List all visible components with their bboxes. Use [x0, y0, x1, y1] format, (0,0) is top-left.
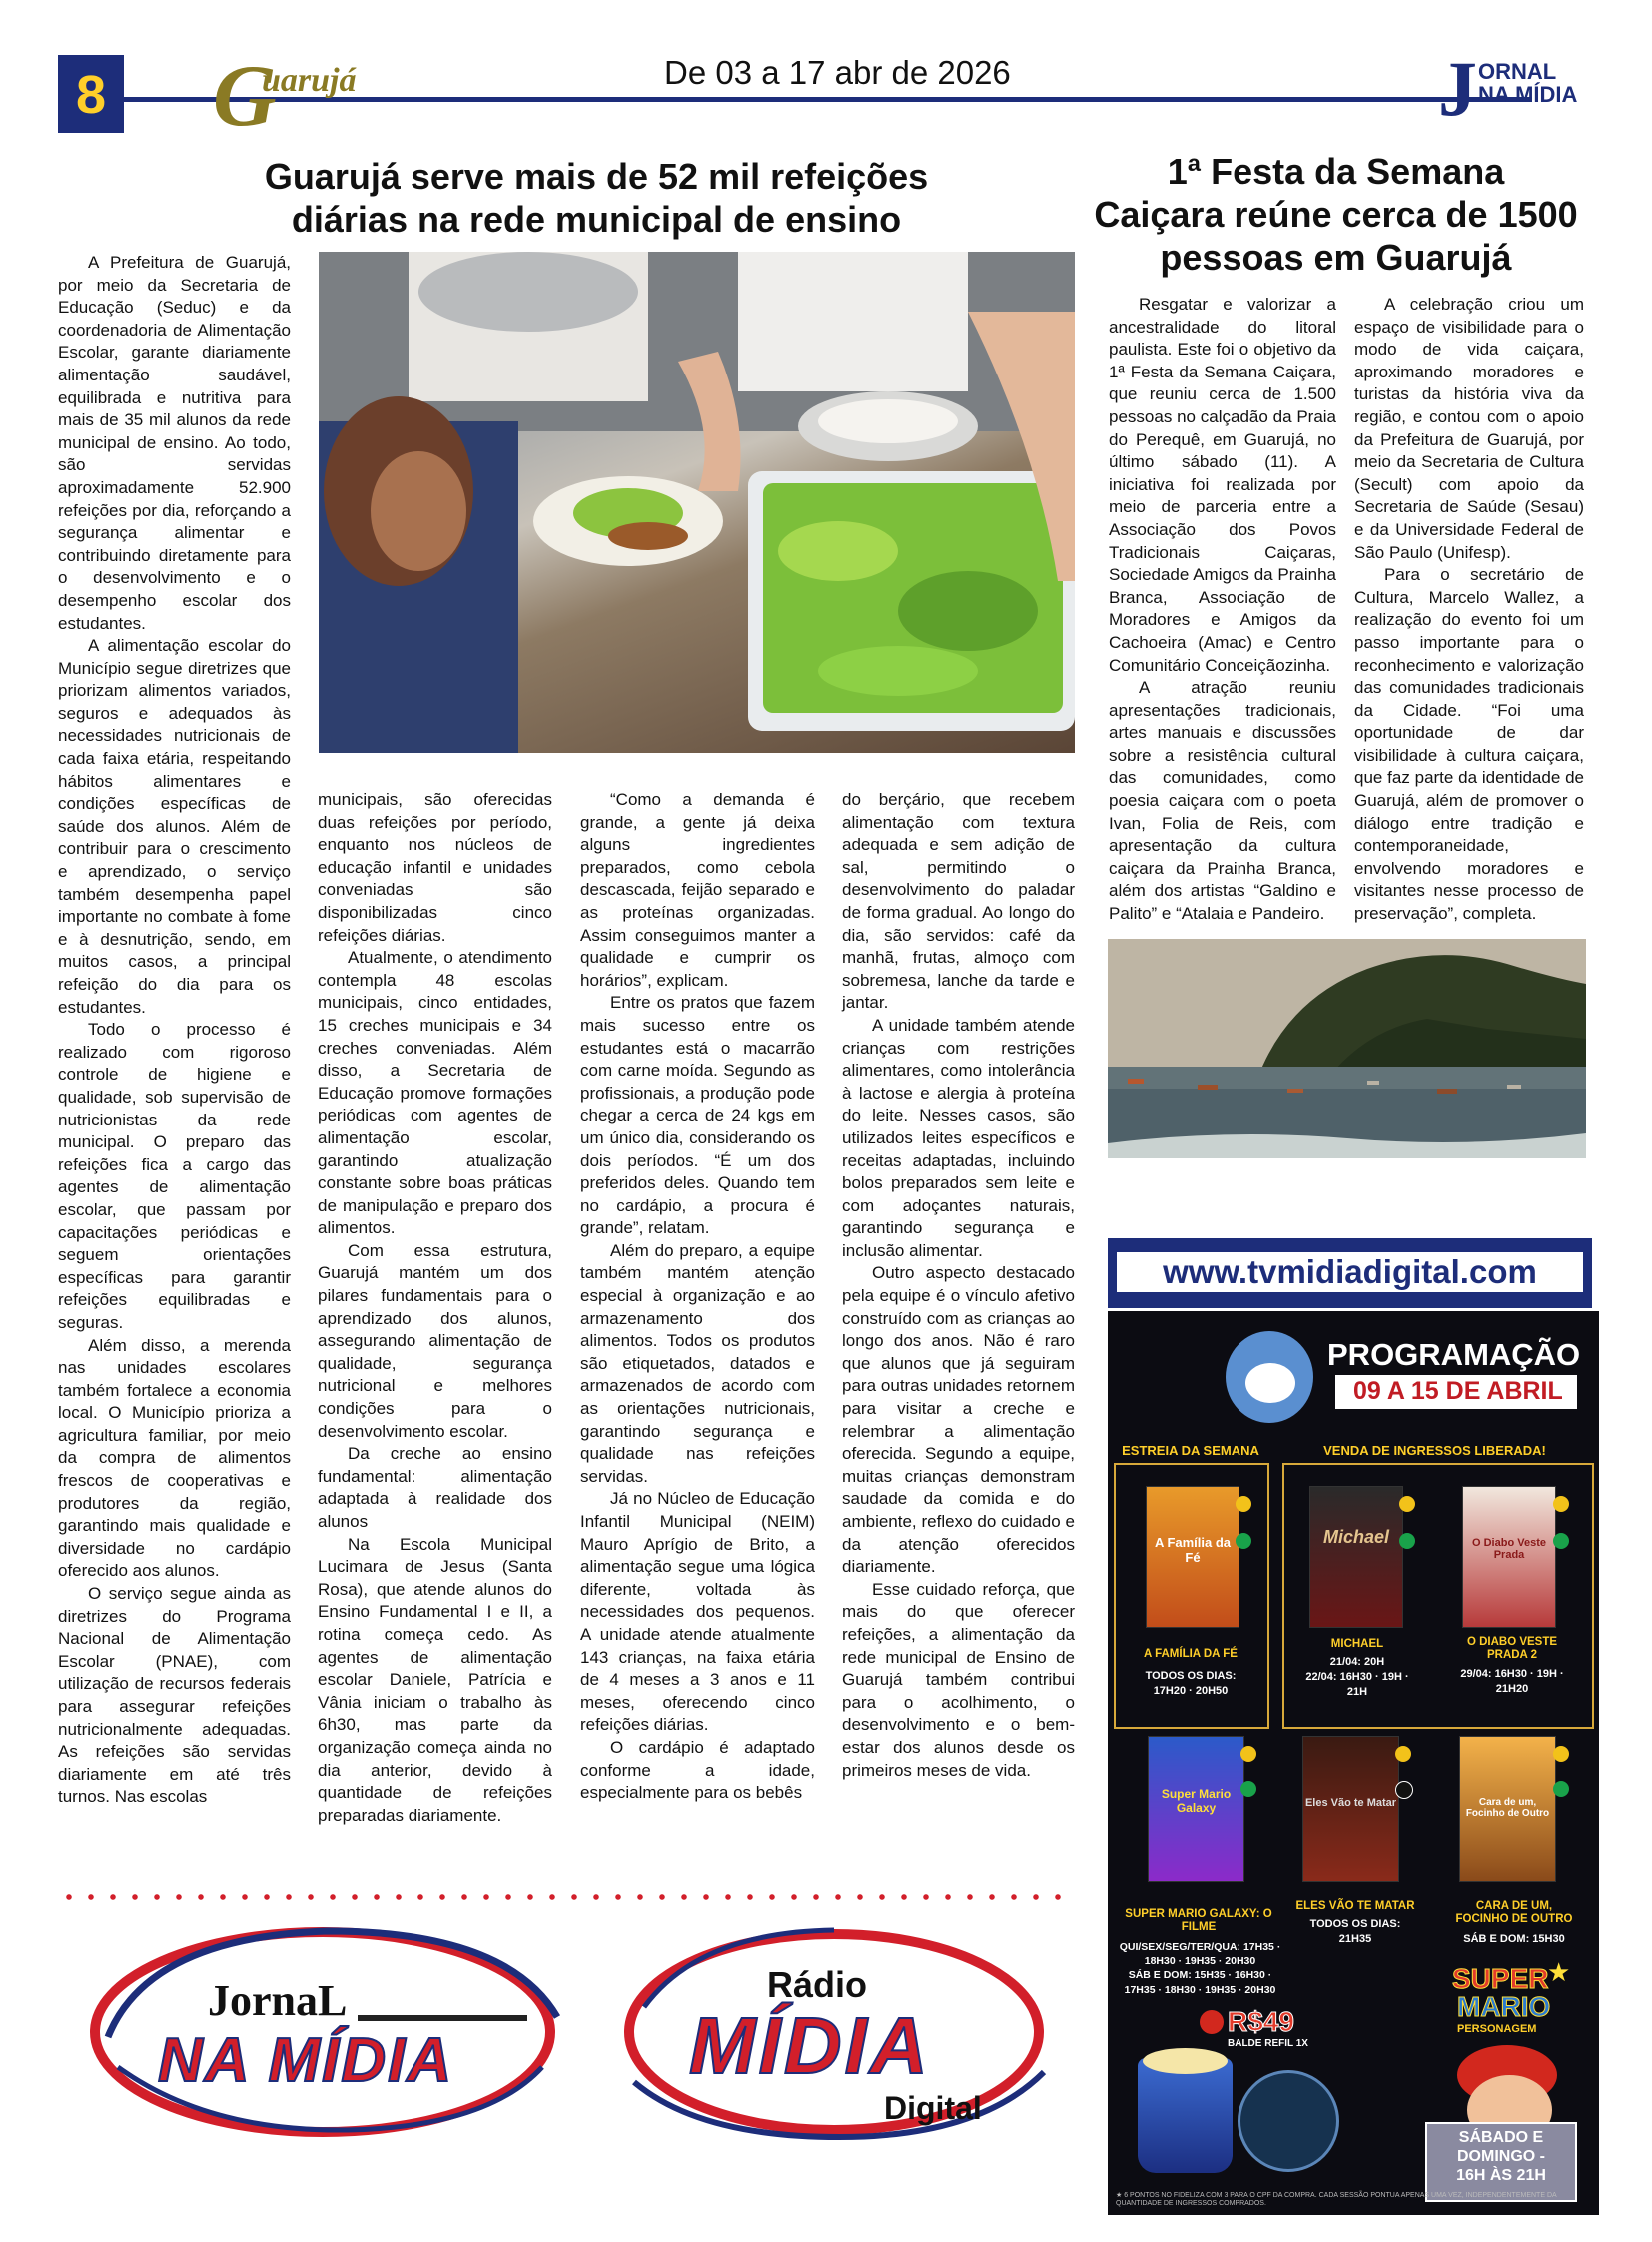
- page-number: 8: [58, 55, 124, 133]
- movie-poster[interactable]: [1302, 1736, 1399, 1882]
- issue-date: De 03 a 17 abr de 2026: [664, 54, 1011, 91]
- article2-headline-line1: 1ª Festa da Semana: [1167, 151, 1505, 192]
- section-initial: G: [213, 48, 277, 145]
- movie-times: 21/04: 20H 22/04: 16H30 · 19H · 21H: [1305, 1656, 1409, 1698]
- article2-column2: [1354, 294, 1584, 926]
- article2-headline-line2: Caiçara reúne cerca de 1500: [1094, 194, 1578, 236]
- article1-headline-line2: diárias na rede municipal de ensino: [291, 199, 902, 241]
- section-name: uarujá: [262, 62, 357, 99]
- paragraph: Todo o processo é realizado com rigoroso controle de higiene e qualidade, sob supervisão de nutricionistas da rede municipal. O preparo das refeições fica a cargo das agentes de alimentação escolar, que passam por capacitações periódicas e seguem orientações específicas para garantir refeições equilibradas e seguras.: [58, 1020, 291, 1332]
- article2-headline: [1084, 150, 1588, 280]
- radio-logo-midia: MÍDIA: [689, 2001, 931, 2090]
- movie-poster[interactable]: [1462, 1486, 1556, 1628]
- masthead-title: [1478, 60, 1577, 106]
- paragraph: do berçário, que recebem alimentação com textura adequada e sem adição de sal, permitindo o desenvolvimento do paladar de forma gradual. Ao longo do dia, são servidos: café da manhã, frutas, almoço com sobremesa, lanche da tarde e jantar.: [842, 790, 1075, 1013]
- article1-headline: [212, 155, 981, 241]
- rating-icon: [1236, 1496, 1251, 1512]
- schedule-line3: 16H ÀS 21H: [1456, 2167, 1546, 2185]
- movie-poster[interactable]: [1459, 1736, 1556, 1882]
- dotted-divider: [58, 1894, 1075, 1900]
- rating-icon: [1553, 1781, 1569, 1797]
- movie-times: 29/04: 16H30 · 19H · 21H20: [1460, 1668, 1564, 1695]
- radio-logo-digital: Digital: [884, 2090, 982, 2126]
- school-meal-illustration: [319, 252, 1075, 753]
- masthead-line1: ORNAL: [1478, 59, 1557, 84]
- paragraph: Outro aspecto destacado pela equipe é o vínculo afetivo construído com as crianças ao longo dos anos. Não é raro que alunos que já seguiram para outras unidades retornem para visitar a creche e relembrar a alimentação oferecida. Segundo a equipe, muitas crianças demonstram saudade da comida e do ambiente, reflexo do cuidado e da atenção oferecidos diariamente.: [842, 1263, 1075, 1577]
- paragraph: A atração reuniu apresentações tradicionais, artes manuais e discussões sobre a resistência cultural das comunidades, como poesia caiçara com o poeta Ivan, Folia de Reis, com apresentação da cultura caiçara da Prainha Branca, além dos artistas “Galdino e Palito” e “Atalaia e Pandeiro.: [1109, 678, 1336, 924]
- rating-icon: [1395, 1781, 1413, 1799]
- paragraph: Com essa estrutura, Guarujá mantém um dos pilares fundamentais para o aprendizado dos alunos, assegurando alimentação de qualidade, segurança nutricional e melhores condições para o desenvolvimento escolar.: [318, 1240, 552, 1441]
- paragraph: Além do preparo, a equipe também mantém atenção especial à organização e ao armazenamento dos alimentos. Todos os produtos são etiquetados, datados e armazenados de acordo com as orientações nutricionais, garantindo segurança e qualidade nas refeições servidas.: [580, 1240, 815, 1486]
- poster-title: Super Mario Galaxy: [1161, 1787, 1232, 1815]
- paragraph: A unidade também atende crianças com restrições alimentares, como intolerância à lactose e alergia à proteína do leite. Nesses casos, são utilizados leites específicos e receitas adaptadas, incluindo bolos preparados sem leite e com adoçantes naturais, garantindo segurança e inclusão alimentar.: [842, 1015, 1075, 1260]
- movie-name: ELES VÃO TE MATAR: [1295, 1900, 1415, 1912]
- masthead-line2: NA MÍDIA: [1478, 82, 1578, 108]
- schedule-text: [1425, 2128, 1577, 2186]
- article1-column3: [580, 789, 815, 1805]
- schedule-line2: DOMINGO -: [1457, 2148, 1545, 2166]
- paragraph: Já no Núcleo de Educação Infantil Municipal (NEIM) Mauro Aprígio de Brito, a alimentação segue uma lógica diferente, voltada às necessidades dos pequenos. A unidade atende atualmente 143 crianças, na faixa etária de 4 meses a 3 anos e 11 meses, oferecendo cinco refeições diárias.: [580, 1489, 815, 1735]
- poster-title: Eles Vão te Matar: [1304, 1797, 1397, 1809]
- mascot-teeth: [1245, 1363, 1295, 1403]
- mushroom-icon: [1200, 2010, 1224, 2034]
- star-icon: ★: [1547, 1957, 1571, 1987]
- website-url[interactable]: www.tvmidiadigital.com: [1117, 1252, 1583, 1292]
- paragraph: A Prefeitura de Guarujá, por meio da Secretaria de Educação (Seduc) e da coordenadoria de Alimentação Escolar, garante diariamente alimentação saudável, equilibrada e nutritiva para mais de 35 mil alunos da rede municipal de ensino. Ao todo, são servidas aproximadamente 52.900 refeições por dia, reforçando a segurança alimentar e contribuindo diretamente para o desenvolvimento e o desempenho escolar dos estudantes.: [58, 253, 291, 633]
- movie-poster[interactable]: [1148, 1736, 1244, 1882]
- article1-headline-line1: Guarujá serve mais de 52 mil refeições: [264, 156, 929, 197]
- combo-price: R$49: [1228, 2006, 1294, 2037]
- jornal-na-midia-logo: [88, 1917, 567, 2142]
- promo-mario: MARIO: [1457, 1991, 1551, 2022]
- paragraph: Atualmente, o atendimento contempla 48 escolas municipais, cinco entidades, 15 creches municipais e 34 creches conveniadas. Além disso, a Secretaria de Educação promove formações periódicas com agentes de alimentação escolar, garantindo atualização constante sobre boas práticas de manipulação e preparo dos alimentos.: [318, 948, 552, 1238]
- jornal-logo-na-midia: NA MÍDIA: [158, 2026, 454, 2095]
- article2-column1: [1109, 294, 1336, 926]
- beach-illustration: [1108, 939, 1586, 1158]
- estreia-label: ESTREIA DA SEMANA: [1122, 1443, 1259, 1458]
- movie-name: MICHAEL: [1330, 1638, 1384, 1650]
- movie-times: TODOS OS DIAS: 21H35: [1309, 1918, 1401, 1945]
- movie-poster[interactable]: [1146, 1486, 1239, 1628]
- beach-photo: [1108, 939, 1586, 1158]
- movie-poster[interactable]: [1309, 1486, 1403, 1628]
- paragraph: A alimentação escolar do Município segue diretrizes que priorizam alimentos variados, seguros e adequados às necessidades nutricionais de cada faixa etária, respeitando hábitos alimentares e condições específicas de saúde dos alunos. Além de contribuir para o crescimento e aprendizado, o serviço também desempenha papel importante no combate à fome e à desnutrição, sendo, em muitos casos, a principal refeição do dia para os estudantes.: [58, 636, 291, 1017]
- radio-logo-radio: Rádio: [767, 1964, 868, 2005]
- masthead-initial: J: [1438, 45, 1477, 132]
- ad-footnote: ★ 6 PONTOS NO FIDELIZA COM 3 PARA O CPF DA COMPRA. CADA SESSÃO PONTUA APENAS UMA VEZ, INDEPENDENTEMENTE DA QUANTIDADE DE INGRESSOS COMPRADOS.: [1116, 2192, 1557, 2208]
- article1-column4: [842, 789, 1075, 1782]
- schedule-line1: SÁBADO E: [1458, 2129, 1544, 2146]
- rating-icon: [1236, 1533, 1251, 1549]
- rating-icon: [1399, 1496, 1415, 1512]
- rating-icon: [1553, 1533, 1569, 1549]
- rating-icon: [1240, 1746, 1256, 1762]
- movie-name: A FAMÍLIA DA FÉ: [1144, 1648, 1238, 1660]
- movie-times: SÁB E DOM: 15H30: [1463, 1933, 1565, 1945]
- rating-icon: [1553, 1746, 1569, 1762]
- subheading: Da creche ao ensino fundamental: alimentação adaptada à realidade dos alunos: [318, 1444, 552, 1531]
- paragraph: Na Escola Municipal Lucimara de Jesus (Santa Rosa), que atende alunos do Ensino Fundamental I e II, a rotina começa cedo. As agentes de alimentação escolar Daniele, Patrícia e Vânia iniciam o trabalho às 6h30, mas parte da organização começa ainda no dia anterior, devido à quantidade de refeições preparadas diariamente.: [318, 1534, 552, 1825]
- poster-title: O Diabo Veste Prada: [1472, 1537, 1546, 1561]
- paragraph: O cardápio é adaptado conforme a idade, especialmente para os bebês: [580, 1737, 815, 1803]
- movie-name: SUPER MARIO GALAXY: O FILME: [1125, 1908, 1272, 1934]
- paragraph: “Como a demanda é grande, a gente já deixa alguns ingredientes preparados, como cebola descascada, feijão separado e as proteínas organizadas. Assim conseguimos manter a qualidade e cumprir os horários”, explicam.: [580, 790, 815, 990]
- article1-column2: [318, 789, 552, 1827]
- paragraph: Para o secretário de Cultura, Marcelo Wallez, a realização do evento foi um passo importante para o reconhecimento e valorização das comunidades tradicionais da Cidade. “Foi uma oportunidade de dar visibilidade à cultura caiçara, que faz parte da identidade de Guarujá, além de promover o diálogo entre tradição e contemporaneidade, envolvendo moradores e visitantes nesse processo de preservação”, completa.: [1354, 565, 1584, 924]
- paragraph: A celebração criou um espaço de visibilidade para o modo de vida caiçara, aproximando moradores e turistas da história viva da região, e contou com o apoio da Prefeitura de Guarujá, por meio da Secretaria de Cultura (Secult) com apoio da Secretaria de Saúde (Sesau) e da Universidade Federal de São Paulo (Unifesp).: [1354, 295, 1584, 562]
- paragraph: Além disso, a merenda nas unidades escolares também fortalece a economia local. O Município prioriza a agricultura familiar, por meio da compra de alimentos frescos de cooperativas e produtores da região, garantindo mais qualidade e diversidade no cardápio oferecido aos alunos.: [58, 1335, 291, 1581]
- paragraph: O serviço segue ainda as diretrizes do Programa Nacional de Alimentação Escolar (PNAE), com utilização de recursos federais para assegurar refeições nutricionalmente adequadas. As refeições são servidas diariamente em até três turnos. Nas escolas: [58, 1584, 291, 1807]
- ad-programacao: PROGRAMAÇÃO: [1327, 1337, 1581, 1372]
- article2-headline-line3: pessoas em Guarujá: [1160, 237, 1512, 279]
- rating-icon: [1399, 1533, 1415, 1549]
- poster-title: A Família da Fé: [1154, 1535, 1232, 1565]
- movie-times: QUI/SEX/SEG/TER/QUA: 17H35 · 18H30 · 19H35 · 20H30 SÁB E DOM: 15H35 · 16H30 · 17H35 · 18H30 · 19H35 · 20H30: [1119, 1941, 1281, 1996]
- paragraph: Resgatar e valorizar a ancestralidade do litoral paulista. Este foi o objetivo da 1ª Festa da Semana Caiçara, que reuniu cerca de 1.500 pessoas no calçadão da Praia do Perequê, em Guarujá, no último sábado (11). A iniciativa foi realizada por meio de parceria entre a Associação dos Povos Tradicionais Caiçaras, Sociedade Amigos da Prainha Branca, Associação de Moradores e Amigos da Cachoeira (Amac) e Centro Comunitário Conceiçãozinha.: [1109, 295, 1336, 675]
- combo-subtitle: BALDE REFIL 1X: [1228, 2038, 1308, 2049]
- popcorn-bucket-icon: [1138, 2058, 1233, 2173]
- movie-name: O DIABO VESTE PRADA 2: [1466, 1636, 1558, 1662]
- article1-column1: [58, 252, 291, 1809]
- movie-times: TODOS OS DIAS: 17H20 · 20H50: [1145, 1670, 1237, 1697]
- paragraph: Entre os pratos que fazem mais sucesso entre os estudantes está o macarrão com carne moída. Segundo as profissionais, a produção pode chegar a cerca de 24 kgs em um único dia, considerando os dois períodos. “É um dos preferidos deles. Quando tem no cardápio, a procura é grande”, relatam.: [580, 993, 815, 1238]
- rating-icon: [1553, 1496, 1569, 1512]
- cinema-ad: [1108, 1311, 1599, 2215]
- poster-title: Cara de um, Focinho de Outro: [1465, 1797, 1550, 1819]
- popcorn-icon: [1143, 2048, 1228, 2074]
- rating-icon: [1240, 1781, 1256, 1797]
- poster-title: Michael: [1322, 1527, 1390, 1547]
- rating-icon: [1395, 1746, 1411, 1762]
- venda-label: VENDA DE INGRESSOS LIBERADA!: [1323, 1443, 1546, 1458]
- paragraph: Esse cuidado reforça, que mais do que oferecer refeições, a alimentação da rede municipal de Ensino de Guarujá também contribui para o acolhimento, o desenvolvimento e o bem-estar dos alunos desde os primeiros meses de vida.: [842, 1579, 1075, 1780]
- paragraph: municipais, são oferecidas duas refeições por período, enquanto nos núcleos de educação infantil e unidades conveniadas são disponibilizadas cinco refeições diárias.: [318, 790, 552, 945]
- promo-super: SUPER: [1452, 1963, 1549, 1994]
- movie-name: CARA DE UM, FOCINHO DE OUTRO: [1455, 1900, 1573, 1926]
- jornal-logo-word: JornaL: [208, 1976, 348, 2025]
- ad-dates: 09 A 15 DE ABRIL: [1353, 1377, 1563, 1405]
- bucket-lid-icon: [1238, 2070, 1339, 2172]
- radio-midia-logo: [619, 1922, 1049, 2147]
- school-meal-photo: [319, 252, 1075, 753]
- promo-personagem: PERSONAGEM: [1457, 2023, 1537, 2035]
